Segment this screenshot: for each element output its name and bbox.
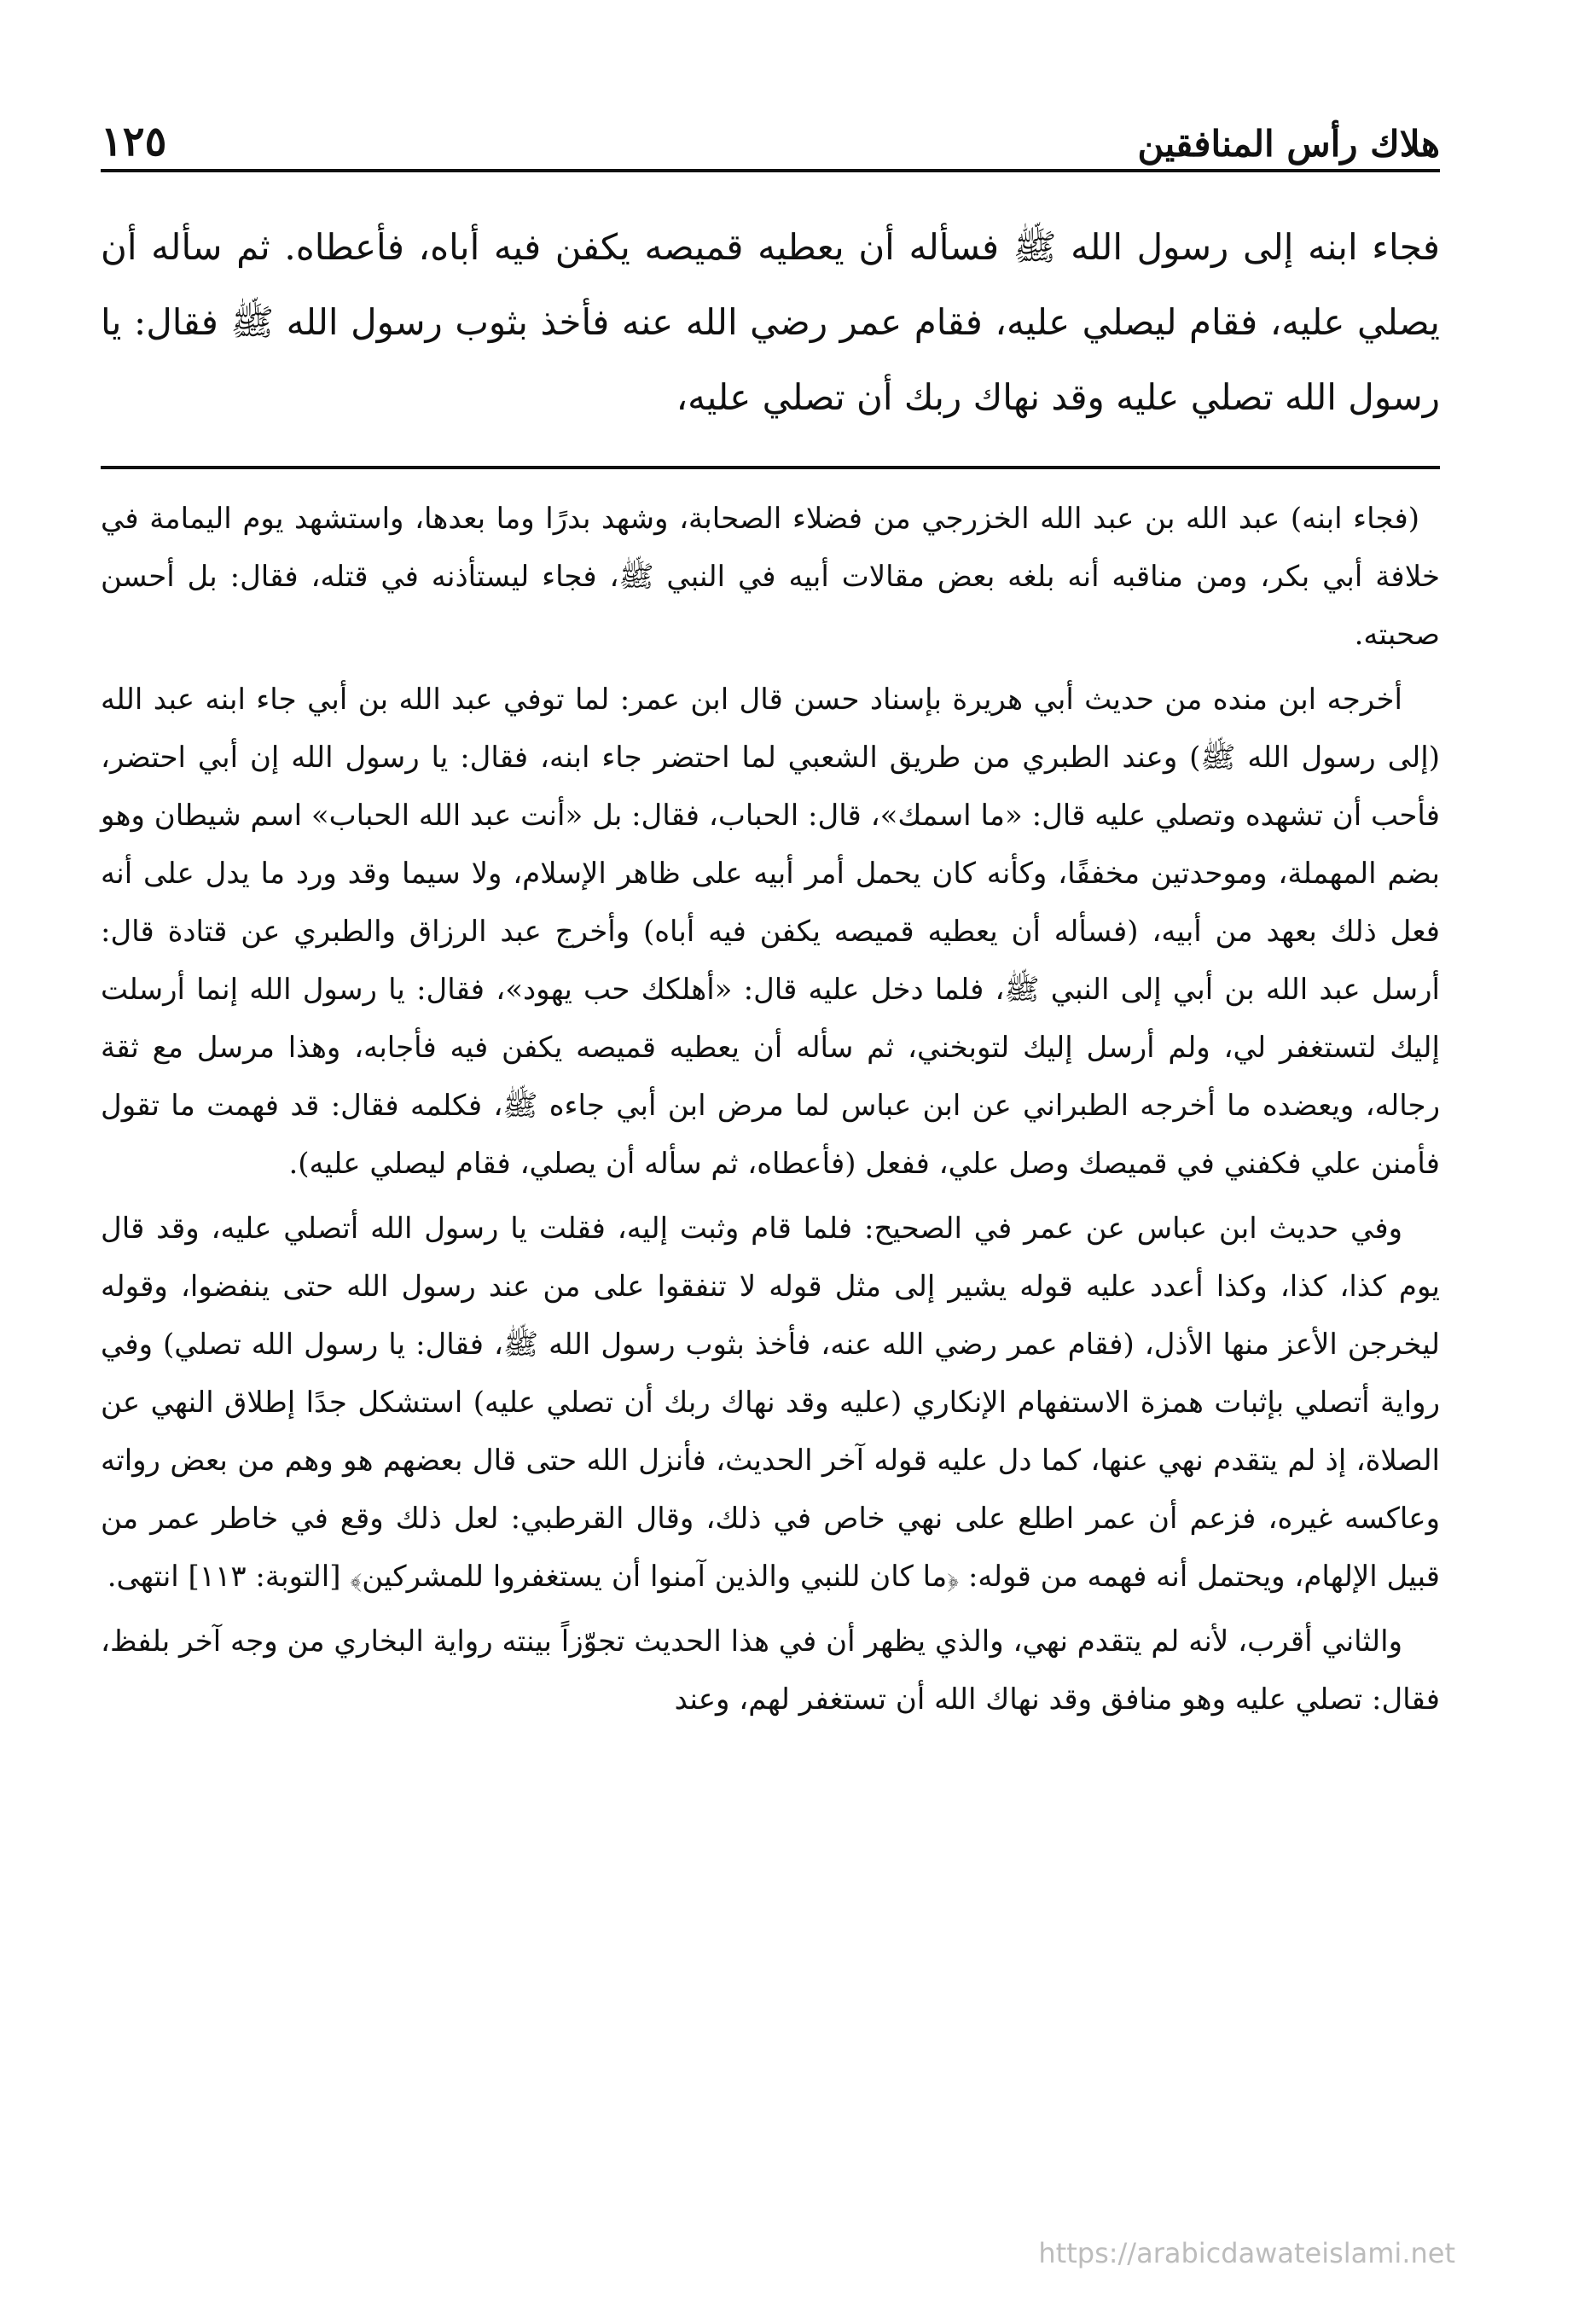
main-text: [101, 210, 1440, 435]
watermark-url: https://arabicdawateislami.net: [1038, 2237, 1455, 2269]
running-title: هلاك رأس المنافقين: [1137, 123, 1440, 165]
commentary: [101, 490, 1440, 1728]
commentary-paragraph-4: والثاني أقرب، لأنه لم يتقدم نهي، والذي يظهر أن في هذا الحديث تجوّزاً بينته رواية البخاري من وجه آخر بلفظ، فقال: تصلي عليه وهو منافق وقد نهاك الله أن تستغفر لهم، وعند: [101, 1624, 1440, 1717]
commentary-paragraph-1: (فجاء ابنه) عبد الله بن عبد الله الخزرجي من فضلاء الصحابة، وشهد بدرًا وما بعدها، واستشهد يوم اليمامة في خلافة أبي بكر، ومن مناقبه أنه بلغه بعض مقالات أبيه في النبي ﷺ، فجاء ليستأذنه في قتله، فقال: بل أحسن صحبته.: [101, 502, 1440, 652]
commentary-paragraph-3: وفي حديث ابن عباس عن عمر في الصحيح: فلما قام وثبت إليه، فقلت يا رسول الله أتصلي عليه، وقد قال يوم كذا، كذا، وكذا أعدد عليه قوله يشير إلى مثل قوله لا تنفقوا على من عند رسول الله حتى ينفضوا، وقوله ليخرجن الأعز منها الأذل، (فقام عمر رضي الله عنه، فأخذ بثوب رسول الله ﷺ، فقال: يا رسول الله تصلي) وفي رواية أتصلي بإثبات همزة الاستفهام الإنكاري (عليه وقد نهاك ربك أن تصلي عليه) استشكل جدًا إطلاق النهي عن الصلاة، إذ لم يتقدم نهي عنها، كما دل عليه قوله آخر الحديث، فأنزل الله حتى قال بعضهم هو وهم من بعض رواته وعاكسه غيره، فزعم أن عمر اطلع على نهي خاص في ذلك، وقال القرطبي: لعل ذلك وقع في خاطر عمر من قبيل الإلهام، ويحتمل أنه فهمه من قوله: ﴿ما كان للنبي والذين آمنوا أن يستغفروا للمشركين﴾ [التوبة: ١١٣] انتهى.: [101, 1211, 1440, 1594]
commentary-paragraph-2: أخرجه ابن منده من حديث أبي هريرة بإسناد حسن قال ابن عمر: لما توفي عبد الله بن أبي جاء ابنه عبد الله (إلى رسول الله ﷺ) وعند الطبري من طريق الشعبي لما احتضر جاء ابنه، فقال: يا رسول الله إن أبي احتضر، فأحب أن تشهده وتصلي عليه قال: «ما اسمك»، قال: الحباب، فقال: بل «أنت عبد الله الحباب» اسم شيطان وهو بضم المهملة، وموحدتين مخففًا، وكأنه كان يحمل أمر أبيه على ظاهر الإسلام، ولا سيما وقد ورد ما يدل على أنه فعل ذلك بعهد من أبيه، (فسأله أن يعطيه قميصه يكفن فيه أباه) وأخرج عبد الرزاق والطبري عن قتادة قال: أرسل عبد الله بن أبي إلى النبي ﷺ، فلما دخل عليه قال: «أهلكك حب يهود»، فقال: يا رسول الله إنما أرسلت إليك لتستغفر لي، ولم أرسل إليك لتوبخني، ثم سأله أن يعطيه قميصه يكفن فيه فأجابه، وهذا مرسل مع ثقة رجاله، ويعضده ما أخرجه الطبراني عن ابن عباس لما مرض ابن أبي جاءه ﷺ، فكلمه فقال: قد فهمت ما تقول فأمنن علي فكفني في قميصك وصل علي، ففعل (فأعطاه، ثم سأله أن يصلي، فقام ليصلي عليه).: [101, 683, 1440, 1181]
page-header: [101, 102, 1440, 172]
footnote-divider: [101, 466, 1440, 469]
main-paragraph: فجاء ابنه إلى رسول الله ﷺ فسأله أن يعطيه قميصه يكفن فيه أباه، فأعطاه. ثم سأله أن يصلي عليه، فقام ليصلي عليه، فقام عمر رضي الله عنه فأخذ بثوب رسول الله ﷺ فقال: يا رسول الله تصلي عليه وقد نهاك ربك أن تصلي عليه،: [101, 226, 1440, 418]
book-page: [101, 102, 1440, 1735]
page-number: ١٢٥: [101, 118, 167, 166]
